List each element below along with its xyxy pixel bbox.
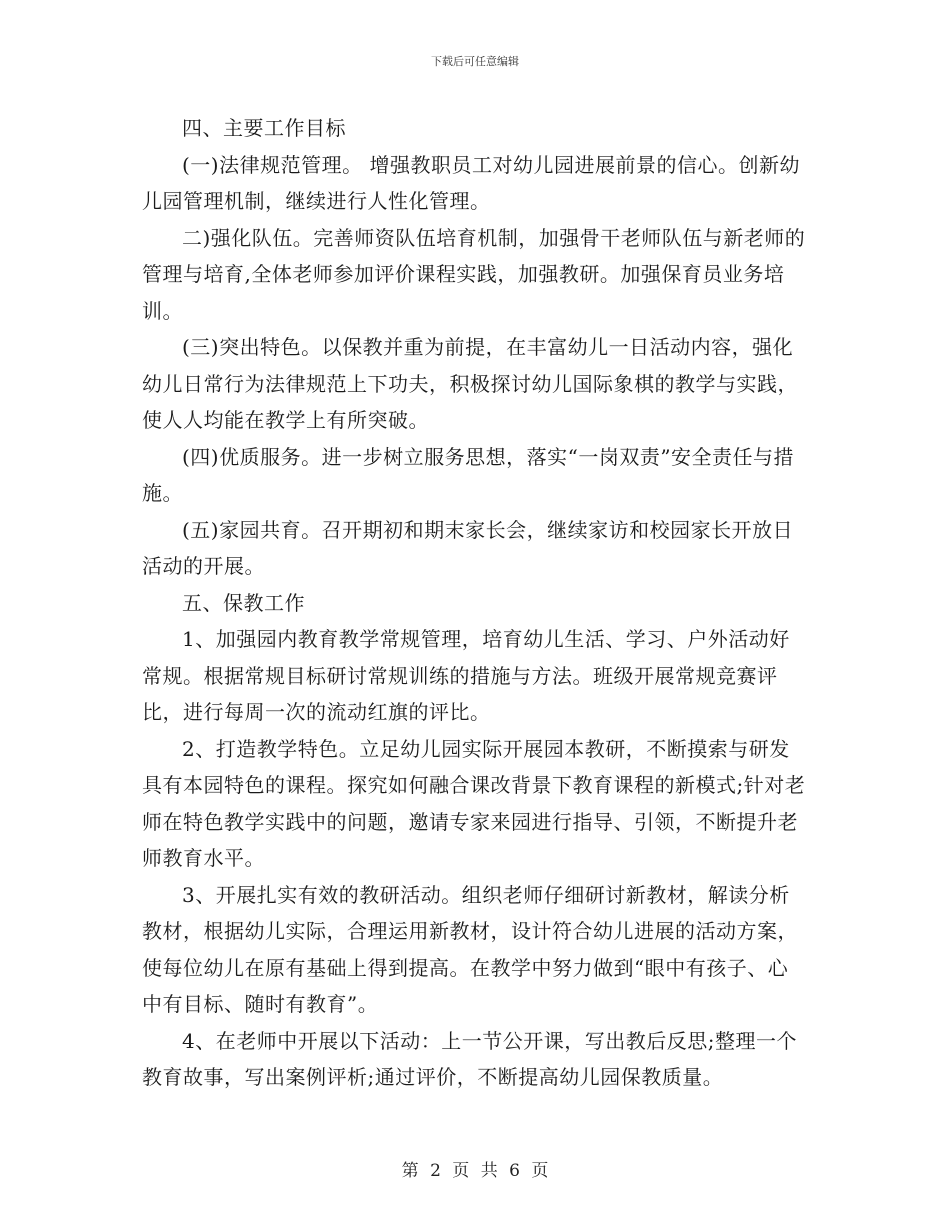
- paragraph-work-3: 3、开展扎实有效的教研活动。组织老师仔细研讨新教材，解读分析教材，根据幼儿实际，合理运用新教材，设计符合幼儿进展的活动方案，使每位幼儿在原有基础上得到提高。在教学中努力做到“眼中有孩子、心中有目标、随时有教育”。: [142, 882, 798, 1016]
- page-header: 下载后可任意编辑: [431, 55, 519, 68]
- paragraph-goal-5: (五)家园共育。召开期初和期末家长会，继续家访和校园家长开放日活动的开展。: [142, 517, 794, 578]
- section-heading-4: 四、主要工作目标: [182, 116, 346, 140]
- paragraph-goal-4: (四)优质服务。进一步树立服务思想，落实“一岗双责”安全责任与措施。: [142, 444, 795, 505]
- paragraph-work-2: 2、打造教学特色。立足幼儿园实际开展园本教研，不断摸索与研发具有本园特色的课程。探究如何融合课改背景下教育课程的新模式;针对老师在特色教学实践中的问题，邀请专家来园进行指导、引领，不断提升老师教育水平。: [142, 736, 806, 870]
- document-body: [142, 110, 807, 1096]
- paragraph-goal-3: (三)突出特色。以保教并重为前提，在丰富幼儿一日活动内容，强化幼儿日常行为法律规范上下功夫，积极探讨幼儿国际象棋的教学与实践，使人人均能在教学上有所突破。: [142, 335, 798, 432]
- paragraph-goal-1: (一)法律规范管理。 增强教职员工对幼儿园进展前景的信心。创新幼儿园管理机制，继续进行人性化管理。: [142, 152, 800, 213]
- paragraph-goal-2: 二)强化队伍。完善师资队伍培育机制，加强骨干老师队伍与新老师的管理与培育,全体老师参加评价课程实践，加强教研。加强保育员业务培训。: [142, 225, 806, 323]
- paragraph-work-4: 4、在老师中开展以下活动：上一节公开课，写出教后反思;整理一个教育故事，写出案例评析;通过评价，不断提高幼儿园保教质量。: [142, 1028, 797, 1089]
- section-heading-5: 五、保教工作: [182, 590, 305, 615]
- page-footer: 第 2 页 共 6 页: [401, 1161, 549, 1181]
- paragraph-work-1: 1、加强园内教育教学常规管理，培育幼儿生活、学习、户外活动好常规。根据常规目标研讨常规训练的措施与方法。班级开展常规竞赛评比，进行每周一次的流动红旗的评比。: [142, 627, 790, 724]
